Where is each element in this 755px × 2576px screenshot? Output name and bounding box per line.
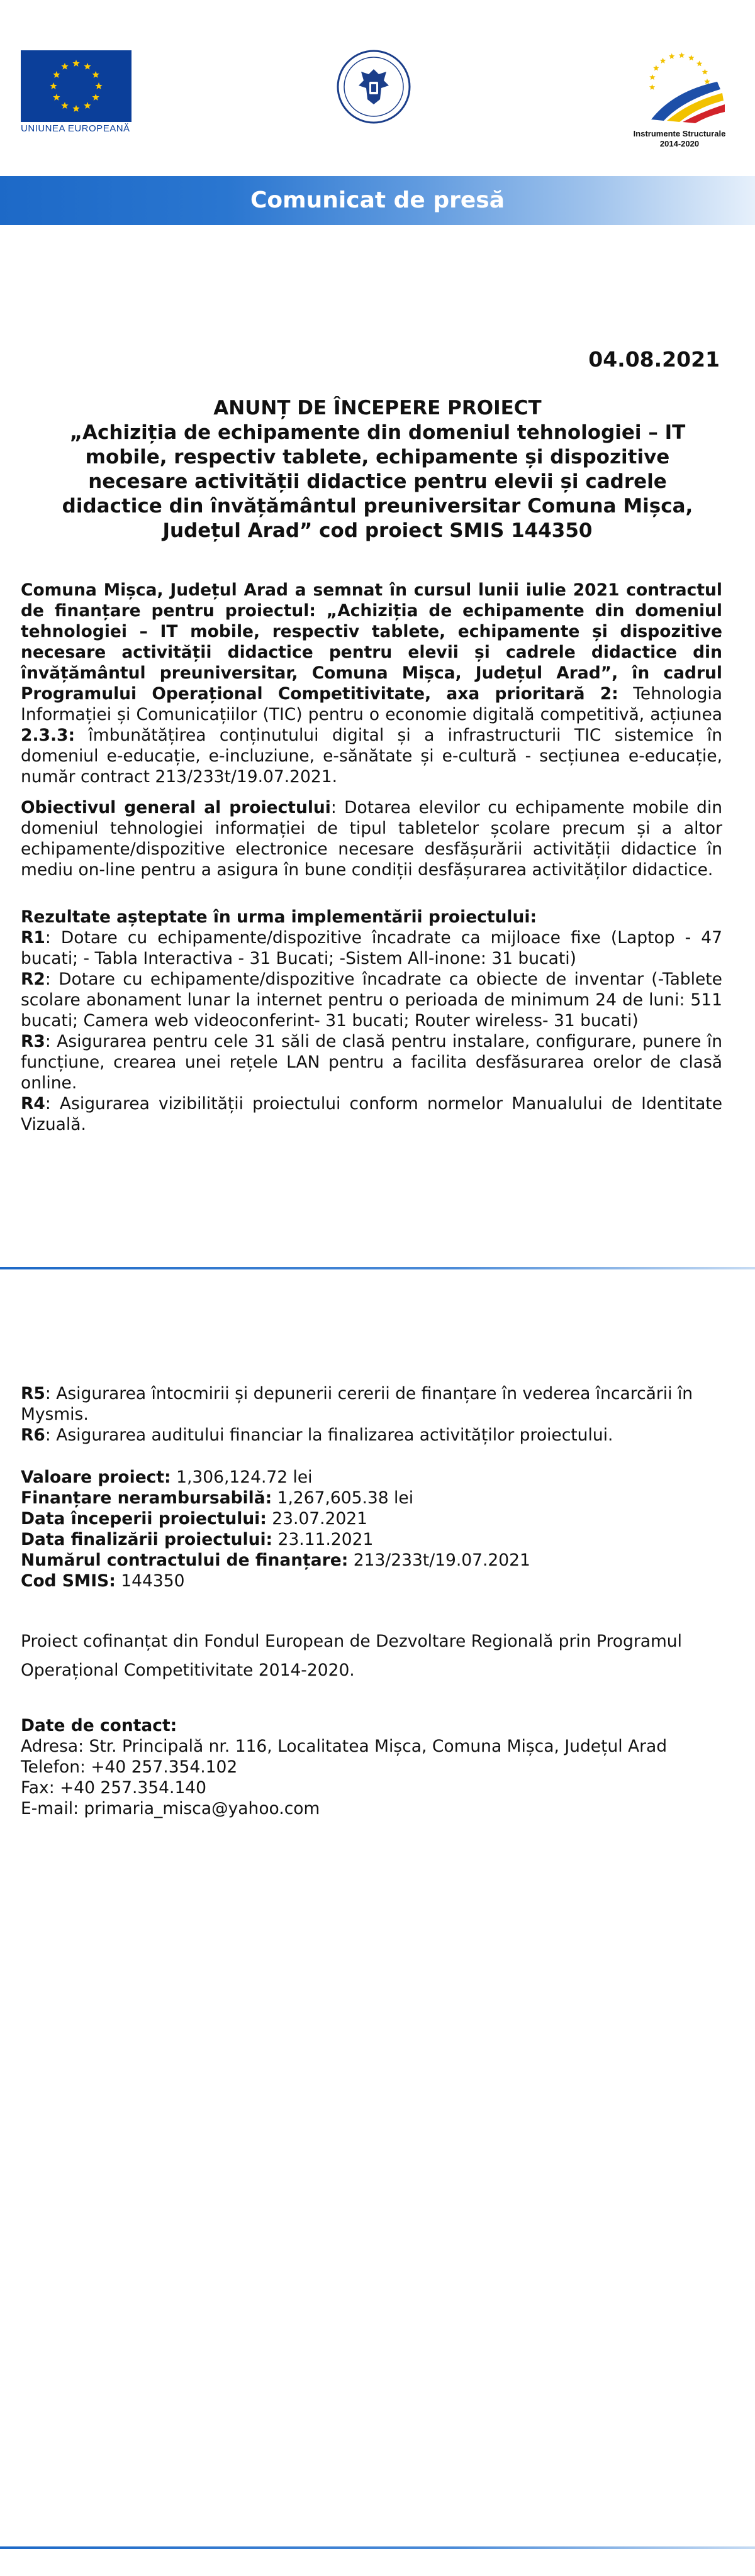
project-headline: [38, 396, 717, 543]
result-text: : Asigurarea vizibilității proiectului conform normelor Manualului de Identitate Vizuală.: [21, 1094, 722, 1134]
structural-star-icon: [704, 79, 710, 84]
contact-heading: Date de contact:: [21, 1716, 177, 1735]
press-release-page-1: [0, 0, 755, 1261]
headline-project-name: „Achiziția de echipamente din domeniul tehnologiei – IT mobile, respectiv tablete, echipamente și dispozitive necesare activității didactice pentru elevii și cadrele didactice din învățământul preuniversitar Comuna Mișca, Județul Arad” cod proiect SMIS 144350: [62, 421, 693, 542]
results-heading: Rezultate așteptate în urma implementării proiectului:: [21, 907, 537, 927]
expected-results: [21, 907, 722, 1135]
detail-value: 23.07.2021: [266, 1509, 368, 1528]
result-code: R2: [21, 970, 45, 989]
result-text: : Asigurarea pentru cele 31 săli de clasă pentru instalare, configurare, punere în funcțiune, crearea unei rețele LAN pentru a facilita desfăsurarea orelor de clasă online.: [21, 1032, 722, 1093]
result-code: R1: [21, 928, 45, 948]
cofinancing-line1: Proiect cofinanțat din Fondul European de Dezvoltare Regională prin Programul: [21, 1632, 682, 1651]
objective-text: : Dotarea elevilor cu echipamente mobile din domeniul tehnologiei informației de tipul tabletelor școlare precum și a altor echipamente/dispozitive electronice necesare desfășurării activității didactice în mediu on-line pentru a asigura în bune condiții desfășurarea activităților didactice.: [21, 798, 722, 880]
result-item: [21, 1425, 722, 1446]
structural-star-icon: [688, 55, 695, 60]
eu-logo-caption: UNIUNEA EUROPEANĂ: [21, 123, 130, 134]
detail-row: [21, 1488, 722, 1508]
eu-flag-logo: [21, 50, 131, 122]
cofinancing-line2: Operațional Competitivitate 2014-2020.: [21, 1661, 355, 1680]
result-text: : Dotare cu echipamente/dispozitive încadrate ca obiecte de inventar (-Tablete scolare abonament lunar la internet pentru o perioada de minimum 24 de luni: 511 bucati; Camera web videoconferint- 31 bucati; Router wireless- 31 bucati): [21, 970, 722, 1031]
structural-caption-line2: 2014-2020: [659, 139, 700, 148]
result-text: : Asigurarea auditului financiar la finalizarea activităților proiectului.: [45, 1425, 613, 1445]
structural-star-icon: [702, 69, 708, 75]
cofinancing-note: [21, 1627, 722, 1685]
detail-label: Valoare proiect:: [21, 1468, 171, 1487]
results-continued: [21, 1383, 722, 1446]
result-item: [21, 1383, 722, 1425]
structural-instruments-logo: [629, 44, 730, 126]
detail-label: Data începerii proiectului:: [21, 1509, 267, 1528]
detail-value: 1,306,124.72 lei: [171, 1468, 313, 1487]
detail-label: Finanțare nerambursabilă:: [21, 1488, 272, 1508]
detail-row: [21, 1571, 722, 1591]
contact-fax: Fax: +40 257.354.140: [21, 1778, 207, 1798]
result-code: R4: [21, 1094, 45, 1114]
detail-value: 23.11.2021: [272, 1530, 374, 1549]
objective-label: Obiectivul general al proiectului: [21, 798, 331, 817]
structural-star-icon: [696, 60, 703, 66]
page-footer-rule: [0, 2546, 755, 2549]
contact-block: [21, 1715, 722, 1819]
intro-text-2: îmbunătățirea conținutului digital și a infrastructurii TIC sistemice în domeniul e-educație, e-incluziune, e-sănătate și e-cultură - secțiunea e-educație, număr contract 213/233t/19.07.2021.: [21, 726, 722, 787]
contact-phone: Telefon: +40 257.354.102: [21, 1757, 238, 1777]
intro-paragraph: [21, 580, 722, 787]
banner-title: Comunicat de presă: [250, 187, 505, 213]
contact-address: Adresa: Str. Principală nr. 116, Localitatea Mișca, Comuna Mișca, Județul Arad: [21, 1737, 668, 1756]
intro-bold-text: Comuna Mișca, Județul Arad a semnat în cursul lunii iulie 2021 contractul de finanțare pentru proiectul: „Achiziția de echipamente din domeniul tehnologiei – IT mobile, respectiv tablete, echipamente și dispozitive necesare activității didactice pentru elevii și cadrele didactice din învățământul preuniversitar, Comuna Mișca, Județul Arad”, în cadrul Programului Operațional Competitivitate, axa prioritară 2:: [21, 580, 722, 704]
intro-action-code: 2.3.3:: [21, 726, 76, 745]
headline-title: ANUNȚ DE ÎNCEPERE PROIECT: [213, 397, 542, 419]
result-item: [21, 1093, 722, 1135]
structural-star-icon: [649, 74, 656, 80]
detail-row: [21, 1467, 722, 1488]
structural-star-icon: [653, 65, 659, 70]
detail-row: [21, 1529, 722, 1550]
detail-label: Data finalizării proiectului:: [21, 1530, 273, 1549]
result-item: [21, 969, 722, 1031]
detail-value: 213/233t/19.07.2021: [348, 1551, 530, 1570]
intro-text-1: Tehnologia Informației și Comunicațiilor (TIC) pentru o economie digitală competitivă, acțiunea: [21, 684, 722, 724]
result-code: R5: [21, 1384, 45, 1403]
structural-star-icon: [669, 53, 675, 59]
contact-email: E-mail: primaria_misca@yahoo.com: [21, 1799, 320, 1818]
detail-value: 1,267,605.38 lei: [272, 1488, 414, 1508]
structural-caption-line1: Instrumente Structurale: [633, 129, 726, 138]
structural-star-icon: [679, 52, 685, 58]
press-release-page-2: [0, 1264, 755, 2576]
government-seal-logo: [336, 49, 411, 124]
detail-row: [21, 1508, 722, 1529]
result-text: : Dotare cu echipamente/dispozitive încadrate ca mijloace fixe (Laptop - 47 bucati; - Tabla Interactiva - 31 Bucati; -Sistem All-inone: 31 bucati): [21, 928, 722, 968]
detail-row: [21, 1550, 722, 1571]
release-date: 04.08.2021: [588, 347, 720, 372]
result-item: [21, 1031, 722, 1093]
structural-instruments-caption: [626, 129, 733, 149]
result-code: R3: [21, 1032, 45, 1051]
result-item: [21, 927, 722, 969]
objective-paragraph: [21, 797, 722, 880]
detail-label: Numărul contractului de finanțare:: [21, 1551, 349, 1570]
result-code: R6: [21, 1425, 45, 1445]
structural-star-icon: [660, 58, 666, 64]
result-text: : Asigurarea întocmirii și depunerii cererii de finanțare în vederea încarcării în Mysmis.: [21, 1384, 693, 1424]
structural-star-icon: [649, 84, 656, 90]
detail-value: 144350: [115, 1571, 185, 1591]
detail-label: Cod SMIS:: [21, 1571, 116, 1591]
project-details: [21, 1467, 722, 1591]
